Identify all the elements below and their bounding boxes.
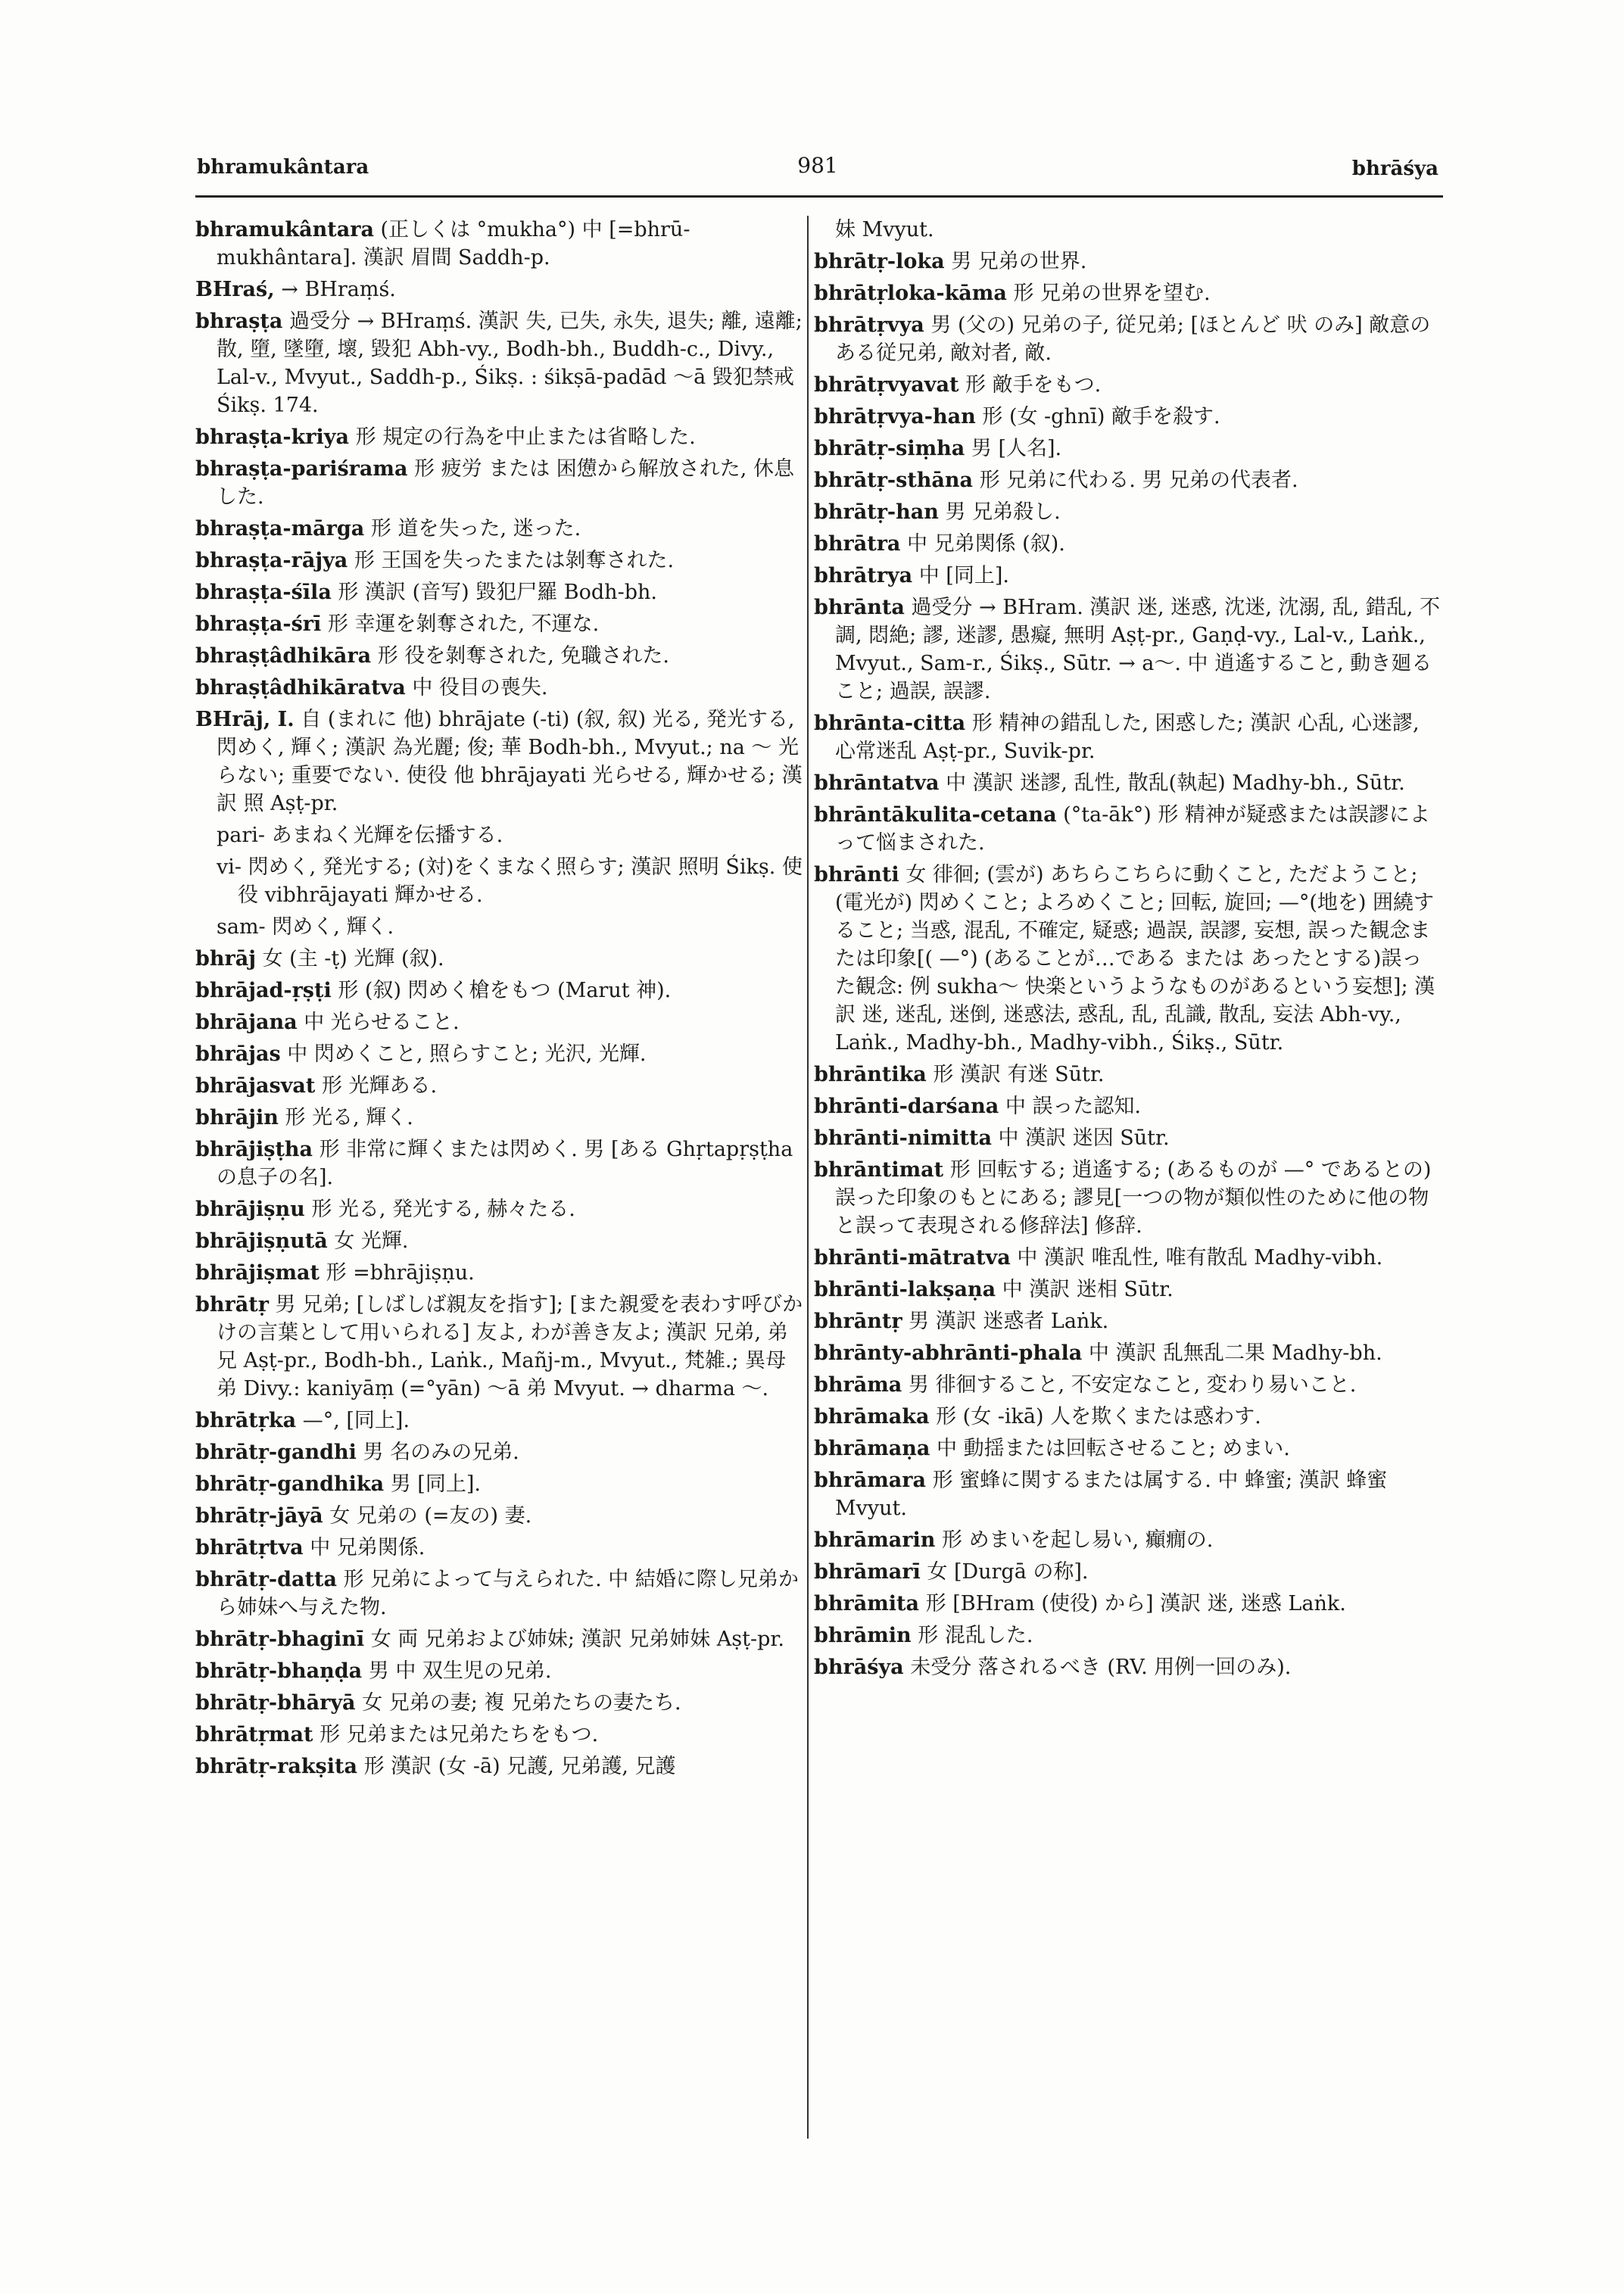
entry-headword: bhrātṛ-gandhika — [195, 1472, 385, 1496]
entry-definition: 閃めく, 輝く. — [272, 915, 394, 939]
entry-definition: 中 漢訳 迷謬, 乱性, 散乱(執起) Madhy-bh., Sūtr. — [946, 771, 1405, 795]
entry-definition: 過受分 → BHraṃś. 漢訳 失, 已失, 永失, 退失; 離, 遠離; 散, 墮, 墜墮, 壞, 毀犯 Abh-vy., Bodh-bh., Buddh-c., Divy., Lal-v., Mvyut., Saddh-p., Śikṣ. : śikṣā-padād ～ā 毀犯禁戒 Śikṣ. 174. — [217, 310, 803, 417]
entry-headword: bhrājiṣmat — [195, 1261, 320, 1285]
entry-definition: 妹 Mvyut. — [835, 218, 934, 241]
entry-headword: bhramukântara — [195, 218, 374, 241]
dictionary-entry — [195, 1470, 804, 1498]
entry-headword: bhrātṛvya — [814, 313, 924, 337]
dictionary-entry — [814, 1156, 1442, 1240]
entry-headword: bhrātṛ-datta — [195, 1568, 337, 1591]
dictionary-entry — [195, 1104, 804, 1132]
entry-definition: 形 [BHram (使役) から] 漢訳 迷, 迷惑 Laṅk. — [925, 1592, 1346, 1615]
entry-headword: bhrātṛ-bhaginī — [195, 1628, 365, 1651]
entry-headword: bhrātṛ-bhaṇḍa — [195, 1659, 363, 1683]
dictionary-entry — [814, 1466, 1442, 1522]
dictionary-entry — [814, 1244, 1442, 1272]
entry-definition: 形 精神の錯乱した, 困惑した; 漢訳 心乱, 心迷謬, 心常迷乱 Aṣṭ-pr., Suvik-pr. — [835, 712, 1420, 763]
dictionary-entry — [195, 547, 804, 575]
entry-headword: bhrātṛ-bhāryā — [195, 1691, 356, 1715]
dictionary-entry — [814, 769, 1442, 797]
entry-definition: (°ta-āk°) 形 精神が疑惑または誤謬によって悩まされた. — [835, 803, 1430, 855]
entry-headword: bhrātṛ-siṃha — [814, 437, 965, 460]
entry-definition: 形 漢訳 有迷 Sūtr. — [933, 1063, 1105, 1086]
dictionary-entry — [195, 1657, 804, 1685]
entry-headword: bhrāntika — [814, 1063, 927, 1086]
dictionary-entry — [195, 1195, 804, 1223]
dictionary-entry — [195, 1259, 804, 1287]
entry-headword: bhrāmaṇa — [814, 1437, 930, 1460]
entry-definition: 中 漢訳 迷相 Sūtr. — [1002, 1278, 1174, 1301]
entry-definition: 中 役目の喪失. — [412, 676, 548, 699]
entry-definition: 形 非常に輝くまたは閃めく. 男 [ある Ghṛtapṛṣṭha の息子の名]. — [217, 1138, 793, 1189]
entry-definition: 男 漢訳 迷惑者 Laṅk. — [909, 1310, 1109, 1333]
entry-definition: 中 [同上]. — [918, 564, 1009, 587]
entry-definition: 形 (叙) 閃めく槍をもつ (Marut 神). — [338, 979, 672, 1002]
page-number: 981 — [797, 153, 838, 178]
entry-definition: 中 兄弟関係. — [310, 1536, 425, 1559]
entry-definition: 男 兄弟の世界. — [951, 250, 1087, 273]
entry-definition: 男 兄弟; [しばしば親友を指す]; [また親愛を表わす呼びかけの言葉として用いられる] 友よ, わが善き友よ; 漢訳 兄弟, 弟兄 Aṣṭ-pr., Bodh-bh., Laṅk., Mañj-m., Mvyut., 梵雑.; 異母弟 Divy.: kaniyāṃ (=°yān) ～ā 弟 Mvyut. → dharma ～. — [217, 1293, 803, 1400]
dictionary-entry — [195, 1438, 804, 1466]
dictionary-entry — [195, 853, 804, 909]
entry-headword: vi- — [217, 855, 242, 879]
entry-definition: 男 [同上]. — [390, 1472, 481, 1496]
entry-headword: bhrāj — [195, 947, 256, 970]
right-column — [814, 216, 1442, 2192]
entry-headword: bhrājana — [195, 1011, 298, 1034]
entry-headword: BHraś, — [195, 278, 275, 301]
entry-headword: bhrāmita — [814, 1592, 920, 1615]
entry-headword: BHrāj, I. — [195, 708, 295, 731]
entry-definition: 中 漢訳 唯乱性, 唯有散乱 Madhy-vibh. — [1017, 1246, 1383, 1270]
dictionary-entry — [814, 709, 1442, 765]
entry-definition: 形 =bhrājiṣṇu. — [326, 1261, 475, 1285]
dictionary-entry — [814, 1339, 1442, 1367]
entry-headword: bhrājad-ṛṣṭi — [195, 979, 332, 1002]
dictionary-entry — [195, 455, 804, 511]
dictionary-entry — [814, 1061, 1442, 1089]
entry-headword: bhrātṛmat — [195, 1723, 313, 1746]
dictionary-entry — [195, 1227, 804, 1255]
entry-definition: 形 幸運を剝奪された, 不運な. — [327, 612, 600, 636]
dictionary-entry — [814, 1371, 1442, 1399]
entry-headword: bhrātṛ-loka — [814, 250, 945, 273]
entry-headword: bhraṣṭa-śrī — [195, 612, 322, 636]
dictionary-entry — [195, 610, 804, 638]
entry-headword: bhraṣṭa — [195, 310, 283, 333]
entry-definition: 形 光輝ある. — [321, 1074, 438, 1098]
dictionary-entry — [814, 1590, 1442, 1618]
entry-headword: bhrājin — [195, 1106, 279, 1129]
entry-headword: bhrātṛ — [195, 1293, 269, 1316]
dictionary-entry — [195, 1752, 804, 1781]
entry-definition: (正しくは °mukha°) 中 [=bhrū-mukhântara]. 漢訳 眉間 Saddh-p. — [217, 218, 690, 269]
dictionary-entry — [195, 1008, 804, 1036]
dictionary-entry — [814, 594, 1442, 706]
entry-definition: 形 規定の行為を中止または省略した. — [355, 425, 696, 449]
entry-headword: bhrātṛ-han — [814, 500, 939, 524]
entry-headword: bhrānti-darśana — [814, 1095, 999, 1118]
entry-headword: bhrāmara — [814, 1469, 927, 1492]
dictionary-entry — [814, 861, 1442, 1057]
dictionary-entry — [814, 1653, 1442, 1681]
dictionary-entry — [195, 423, 804, 451]
entry-headword: pari- — [217, 824, 266, 847]
dictionary-entry — [814, 1622, 1442, 1650]
dictionary-entry — [814, 1276, 1442, 1304]
dictionary-entry — [195, 515, 804, 543]
dictionary-entry — [195, 1534, 804, 1562]
dictionary-entry — [195, 1689, 804, 1717]
entry-definition: 形 兄弟に代わる. 男 兄弟の代表者. — [979, 469, 1298, 492]
entry-definition: 女 (主 -ṭ) 光輝 (叙). — [262, 947, 444, 970]
dictionary-entry — [195, 276, 804, 304]
entry-headword: bhraṣṭa-pariśrama — [195, 457, 408, 481]
entry-headword: bhrāntṛ — [814, 1310, 902, 1333]
entry-headword: bhraṣṭa-mārga — [195, 517, 365, 541]
dictionary-entry — [814, 466, 1442, 494]
entry-definition: 男 [人名]. — [971, 437, 1062, 460]
entry-definition: → BHraṃś. — [281, 278, 396, 301]
entry-definition: 形 混乱した. — [918, 1624, 1033, 1647]
entry-headword: bhraṣṭâdhikāratva — [195, 676, 406, 699]
entry-definition: 形 蜜蜂に関するまたは属する. 中 蜂蜜; 漢訳 蜂蜜 Mvyut. — [835, 1469, 1388, 1520]
entry-headword: bhrājiṣṭha — [195, 1138, 313, 1161]
dictionary-entry — [814, 1435, 1442, 1463]
entry-definition: 形 光る, 輝く. — [285, 1106, 413, 1129]
entry-definition: 自 (まれに 他) bhrājate (-ti) (叙, 叙) 光る, 発光する, 閃めく, 輝く; 漢訳 為光麗; 俊; 華 Bodh-bh., Mvyut.; na ～ 光らない; 重要でない. 使役 他 bhrājayati 光らせる, 輝かせる; 漢訳 照 Aṣṭ-pr. — [217, 708, 803, 815]
entry-headword: bhrātṛ-rakṣita — [195, 1755, 357, 1778]
dictionary-entry — [814, 311, 1442, 367]
entry-headword: bhrāma — [814, 1373, 902, 1397]
entry-definition: 閃めく, 発光する; (対)をくまなく照らす; 漢訳 照明 Śikṣ. 使役 vibhrājayati 輝かせる. — [238, 855, 803, 907]
dictionary-entry — [195, 1291, 804, 1403]
entry-headword: bhraṣṭa-kriya — [195, 425, 349, 449]
page-header — [197, 150, 1439, 188]
entry-headword: bhrātra — [814, 532, 901, 556]
entry-headword: bhrātṛ-gandhi — [195, 1441, 357, 1464]
entry-definition: 女 兄弟の妻; 複 兄弟たちの妻たち. — [362, 1691, 681, 1715]
entry-definition: 形 回転する; 逍遙する; (あるものが —° であるとの)誤った印象のもとにある; 謬見[一つの物が類似性のために他の物と誤って表現される修辞法] 修辞. — [835, 1158, 1432, 1238]
dictionary-entry — [814, 1092, 1442, 1120]
header-rule — [195, 195, 1443, 198]
dictionary-entry — [195, 1566, 804, 1622]
entry-headword: bhraṣṭâdhikāra — [195, 644, 372, 668]
entry-definition: 女 光輝. — [334, 1229, 409, 1253]
dictionary-entry — [195, 642, 804, 670]
dictionary-entry — [195, 1072, 804, 1100]
entry-definition: 男 (父の) 兄弟の子, 従兄弟; [ほとんど 吠 のみ] 敵意のある従兄弟, 敵対者, 敵. — [835, 313, 1431, 365]
entry-definition: 男 兄弟殺し. — [945, 500, 1061, 524]
dictionary-entry — [195, 1721, 804, 1749]
dictionary-entry — [195, 578, 804, 606]
dictionary-entry — [195, 1040, 804, 1068]
entry-definition: 過受分 → BHram. 漢訳 迷, 迷惑, 沈迷, 沈溺, 乱, 錯乱, 不調, 悶絶; 謬, 迷謬, 愚癡, 無明 Aṣṭ-pr., Gaṇḍ-vy., Lal-v., Laṅk., Mvyut., Sam-r., Śikṣ., Sūtr. → a～. 中 逍遙すること, 動き廻ること; 過誤, 誤謬. — [835, 596, 1440, 703]
entry-headword: bhrānti — [814, 863, 899, 886]
entry-headword: bhrātṛtva — [195, 1536, 304, 1559]
entry-definition: 形 めまいを起し易い, 癲癇の. — [942, 1528, 1214, 1552]
entry-headword: bhrāmarin — [814, 1528, 936, 1552]
entry-headword: bhrāmarī — [814, 1560, 921, 1584]
entry-headword: bhrāśya — [814, 1656, 904, 1679]
entry-definition: 形 漢訳 (女 -ā) 兄護, 兄弟護, 兄護 — [363, 1755, 676, 1778]
entry-definition: 中 動揺または回転させること; めまい. — [937, 1437, 1290, 1460]
entry-headword: bhrātṛvya-han — [814, 405, 976, 428]
dictionary-entry — [814, 1403, 1442, 1431]
entry-definition: 形 (女 -ikā) 人を欺くまたは惑わす. — [936, 1405, 1261, 1428]
entry-definition: 女 [Durgā の称]. — [927, 1560, 1089, 1584]
entry-headword: bhrāmin — [814, 1624, 912, 1647]
header-last-entry: bhrāśya — [1351, 157, 1439, 180]
entry-definition: 男 中 双生児の兄弟. — [368, 1659, 552, 1683]
dictionary-entry — [814, 562, 1442, 590]
entry-definition: 形 兄弟または兄弟たちをもつ. — [320, 1723, 599, 1746]
entry-definition: 女 両 兄弟および姉妹; 漢訳 兄弟姉妹 Aṣṭ-pr. — [370, 1628, 784, 1651]
dictionary-entry — [814, 435, 1442, 463]
dictionary-entry — [814, 248, 1442, 276]
header-first-entry: bhramukântara — [197, 156, 369, 179]
entry-definition: 形 役を剝奪された, 免職された. — [377, 644, 670, 668]
entry-definition: 形 (女 -ghnī) 敵手を殺す. — [982, 405, 1220, 428]
dictionary-entry — [195, 913, 804, 941]
entry-headword: bhrājiṣṇu — [195, 1198, 305, 1221]
dictionary-entry — [814, 530, 1442, 558]
dictionary-entry — [814, 498, 1442, 526]
dictionary-entry — [814, 371, 1442, 399]
column-divider — [807, 216, 809, 2139]
entry-definition: 形 兄弟によって与えられた. 中 結婚に際し兄弟から姉妹へ与えた物. — [217, 1568, 799, 1619]
entry-definition: 男 名のみの兄弟. — [363, 1441, 519, 1464]
entry-headword: bhrātṛka — [195, 1409, 297, 1432]
entry-headword: bhrānti-nimitta — [814, 1126, 992, 1150]
entry-definition: あまねく光輝を伝播する. — [271, 824, 503, 847]
entry-headword: bhrānti-mātratva — [814, 1246, 1011, 1270]
entry-definition: 形 道を失った, 迷った. — [370, 517, 581, 541]
dictionary-entry — [814, 1307, 1442, 1335]
dictionary-entry — [195, 1136, 804, 1192]
entry-headword: bhrāntākulita-cetana — [814, 803, 1057, 827]
entry-headword: bhrātṛ-sthāna — [814, 469, 974, 492]
dictionary-entry — [195, 674, 804, 702]
entry-definition: 形 兄弟の世界を望む. — [1013, 282, 1211, 305]
dictionary-entry — [195, 945, 804, 973]
dictionary-entry — [814, 279, 1442, 307]
entry-headword: bhraṣṭa-rājya — [195, 549, 348, 572]
dictionary-entry — [195, 307, 804, 419]
entry-definition: 女 兄弟の (=友の) 妻. — [329, 1504, 532, 1528]
dictionary-entry — [195, 821, 804, 849]
entry-definition: 中 閃めくこと, 照らすこと; 光沢, 光輝. — [287, 1042, 647, 1066]
dictionary-entry — [814, 801, 1442, 857]
dictionary-entry — [814, 1526, 1442, 1554]
entry-headword: bhrānta — [814, 596, 905, 619]
dictionary-entry — [195, 1502, 804, 1530]
entry-definition: 未受分 落されるべき (RV. 用例一回のみ). — [910, 1656, 1292, 1679]
dictionary-entry — [814, 403, 1442, 431]
entry-headword: bhrāntatva — [814, 771, 940, 795]
entry-definition: 中 漢訳 乱無乱二果 Madhy-bh. — [1088, 1341, 1382, 1365]
entry-headword: bhrātṛloka-kāma — [814, 282, 1007, 305]
entry-definition: 中 漢訳 迷因 Sūtr. — [998, 1126, 1170, 1150]
entry-headword: bhrātṛvyavat — [814, 373, 959, 397]
entry-headword: bhrānti-lakṣaṇa — [814, 1278, 996, 1301]
entry-definition: 形 疲労 または 困憊から解放された, 休息した. — [217, 457, 794, 509]
entry-definition: 女 徘徊; (雲が) あちらこちらに動くこと, ただようこと; (電光が) 閃めくこと; よろめくこと; 回転, 旋回; —°(地を) 囲繞すること; 当惑, 混乱, 不確定, 疑惑; 過誤, 誤謬, 妄想, 誤った観念または印象[( —°) (あることが…である または あったとする)誤った観念: 例 sukha～ 快楽というようなものがあるという妄想]; 漢訳 迷, 迷乱, 迷倒, 迷惑法, 惑乱, 乱, 乱識, 散乱, 妄法 Abh-vy., Laṅk., Madhy-bh., Madhy-vibh., Śikṣ., Sūtr. — [835, 863, 1435, 1055]
dictionary-entry — [195, 1407, 804, 1435]
entry-headword: sam- — [217, 915, 266, 939]
entry-headword: bhrājasvat — [195, 1074, 316, 1098]
entry-definition: 形 漢訳 (音写) 毀犯尸羅 Bodh-bh. — [338, 581, 657, 604]
entry-headword: bhrānta-citta — [814, 712, 966, 735]
entry-headword: bhraṣṭa-śīla — [195, 581, 332, 604]
dictionary-entry — [814, 1558, 1442, 1586]
entry-headword: bhrājiṣṇutā — [195, 1229, 328, 1253]
dictionary-entry — [814, 1124, 1442, 1152]
left-column — [195, 216, 804, 2192]
dictionary-entry — [195, 977, 804, 1005]
entry-headword: bhrātrya — [814, 564, 913, 587]
entry-headword: bhrātṛ-jāyā — [195, 1504, 323, 1528]
dictionary-entry — [195, 216, 804, 272]
entry-definition: 形 敵手をもつ. — [965, 373, 1102, 397]
dictionary-entry — [195, 706, 804, 818]
entry-definition: 中 光らせること. — [304, 1011, 460, 1034]
entry-headword: bhrānty-abhrānti-phala — [814, 1341, 1083, 1365]
dictionary-entry — [195, 1625, 804, 1653]
entry-definition: 形 光る, 発光する, 赫々たる. — [311, 1198, 575, 1221]
entry-headword: bhrāmaka — [814, 1405, 930, 1428]
entry-definition: 中 兄弟関係 (叙). — [907, 532, 1065, 556]
entry-definition: 形 王国を失ったまたは剝奪された. — [354, 549, 675, 572]
dictionary-entry — [814, 216, 1442, 244]
entry-definition: —°, [同上]. — [302, 1409, 410, 1432]
entry-definition: 男 徘徊すること, 不安定なこと, 変わり易いこと. — [908, 1373, 1357, 1397]
entry-headword: bhrājas — [195, 1042, 281, 1066]
entry-definition: 中 誤った認知. — [1005, 1095, 1141, 1118]
entry-headword: bhrāntimat — [814, 1158, 944, 1182]
